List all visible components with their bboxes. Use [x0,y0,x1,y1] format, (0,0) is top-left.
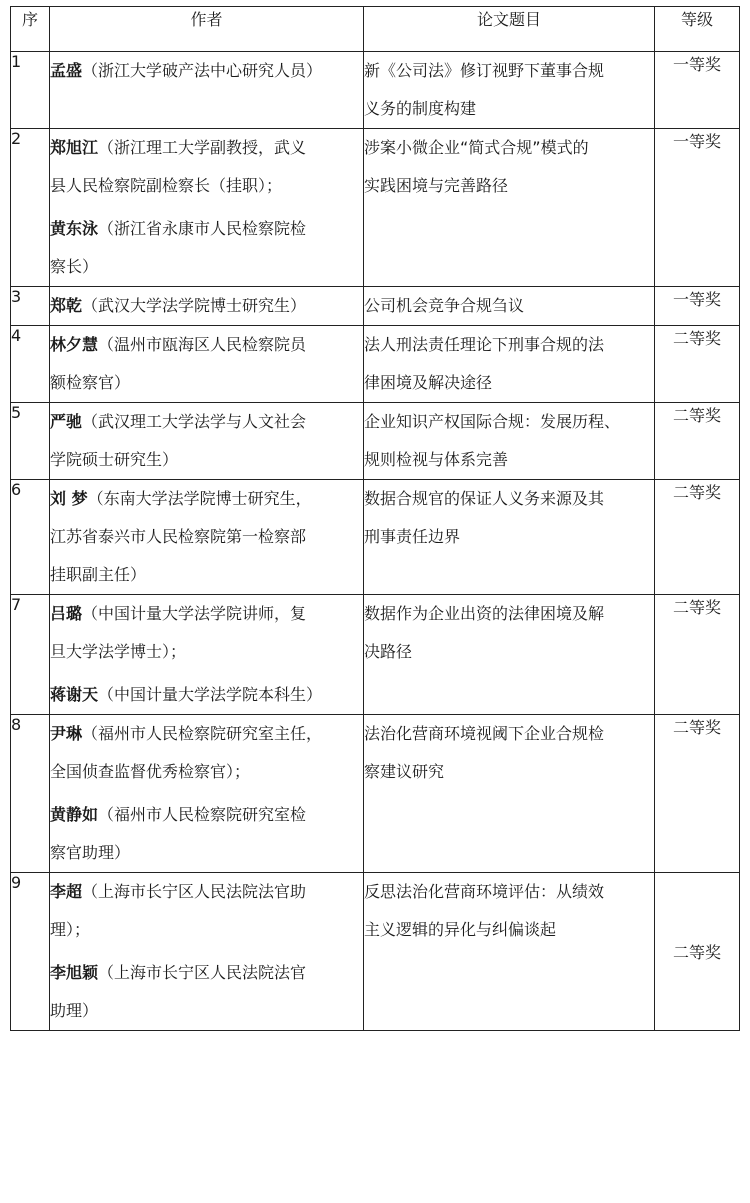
paper-title-cell [364,403,655,480]
author-name: 刘 梦 [50,489,88,508]
awards-table [10,6,740,1031]
author-line [50,676,363,714]
row-number: 2 [11,129,50,287]
paper-title-line: 义务的制度构建 [364,99,477,118]
author-line [50,129,363,167]
author-line [50,715,363,753]
row-number: 1 [11,52,50,129]
author-line: 额检察官） [50,373,131,392]
table-header-row [11,7,740,52]
author-name: 吕璐 [50,604,83,623]
award-level: 一等奖 [655,52,740,129]
author-cell [50,595,364,715]
author-affiliation: （浙江省永康市人民检察院检 [98,219,307,238]
award-level: 一等奖 [655,129,740,287]
paper-title-line: 律困境及解决途径 [364,373,493,392]
author-name: 郑乾 [50,296,83,315]
paper-title-line: 察建议研究 [364,762,445,781]
author-cell [50,129,364,287]
paper-title-line: 规则检视与体系完善 [364,450,509,469]
author-entry [50,676,363,714]
paper-title-line: 公司机会竞争合规刍议 [364,296,525,315]
author-affiliation: （中国计量大学法学院本科生） [98,685,323,704]
author-affiliation: （上海市长宁区人民法院法官 [98,963,307,982]
row-number: 3 [11,287,50,326]
author-affiliation: （上海市长宁区人民法院法官助 [82,882,307,901]
author-line: 县人民检察院副检察长（挂职）； [50,176,283,195]
paper-title-line: 数据作为企业出资的法律困境及解 [364,604,605,623]
author-name: 孟盛 [50,61,83,80]
author-line [50,480,363,518]
author-line: 江苏省泰兴市人民检察院第一检察部 [50,527,307,546]
author-entry [50,210,363,286]
author-affiliation: （福州市人民检察院研究室检 [98,805,307,824]
author-cell [50,287,364,326]
row-number: 9 [11,873,50,1031]
row-number: 6 [11,480,50,595]
author-affiliation: （温州市瓯海区人民检察院员 [98,335,307,354]
award-level: 二等奖 [655,595,740,715]
author-line [50,52,363,90]
author-line [50,796,363,834]
paper-title-cell [364,715,655,873]
author-affiliation: （浙江大学破产法中心研究人员） [82,61,323,80]
table-row [11,595,740,715]
table-row [11,480,740,595]
author-name: 林夕慧 [50,335,99,354]
author-name: 蒋谢天 [50,685,99,704]
author-line: 全国侦查监督优秀检察官）； [50,762,251,781]
author-entry [50,326,363,402]
author-cell [50,403,364,480]
author-affiliation: （武汉大学法学院博士研究生） [82,296,307,315]
paper-title-cell [364,129,655,287]
author-entry [50,873,363,949]
author-affiliation: （中国计量大学法学院讲师，复 [82,604,307,623]
author-line [50,595,363,633]
paper-title-line: 企业知识产权国际合规：发展历程、 [364,412,621,431]
author-line: 理）； [50,920,91,939]
row-number: 5 [11,403,50,480]
paper-title-line: 法人刑法责任理论下刑事合规的法 [364,335,605,354]
paper-title-line: 实践困境与完善路径 [364,176,509,195]
table-row [11,52,740,129]
paper-title-line: 数据合规官的保证人义务来源及其 [364,489,605,508]
author-affiliation: （东南大学法学院博士研究生， [87,489,312,508]
author-entry [50,715,363,791]
author-line: 察长） [50,257,99,276]
paper-title-line: 刑事责任边界 [364,527,461,546]
author-name: 李超 [50,882,83,901]
author-cell [50,480,364,595]
author-name: 严驰 [50,412,83,431]
author-affiliation: （浙江理工大学副教授，武义 [98,138,307,157]
row-number: 4 [11,326,50,403]
author-cell [50,873,364,1031]
author-line: 助理） [50,1001,99,1020]
author-name: 黄静如 [50,805,99,824]
author-line [50,287,363,325]
award-level: 二等奖 [655,480,740,595]
paper-title-cell [364,480,655,595]
paper-title-cell [364,326,655,403]
author-name: 尹琳 [50,724,83,743]
author-entry [50,52,363,90]
award-level: 二等奖 [655,403,740,480]
paper-title-cell [364,52,655,129]
paper-title-line: 主义逻辑的异化与纠偏谈起 [364,920,557,939]
author-cell [50,326,364,403]
table-row [11,403,740,480]
table-row [11,287,740,326]
author-name: 郑旭江 [50,138,99,157]
paper-title-cell [364,873,655,1031]
author-line: 挂职副主任） [50,565,147,584]
author-line: 旦大学法学博士）； [50,642,187,661]
paper-title-cell [364,287,655,326]
header-level: 等级 [655,7,740,52]
author-entry [50,595,363,671]
author-line: 察官助理） [50,843,131,862]
author-name: 李旭颖 [50,963,99,982]
award-level: 二等奖 [655,873,740,1031]
paper-title-line: 反思法治化营商环境评估：从绩效 [364,882,605,901]
author-entry [50,287,363,325]
award-level: 二等奖 [655,715,740,873]
author-line [50,326,363,364]
header-author: 作者 [50,7,364,52]
header-title: 论文题目 [364,7,655,52]
header-num: 序 [11,7,50,52]
award-level: 一等奖 [655,287,740,326]
author-entry [50,403,363,479]
author-line [50,210,363,248]
author-line [50,403,363,441]
table-row [11,873,740,1031]
author-affiliation: （武汉理工大学法学与人文社会 [82,412,307,431]
author-name: 黄东泳 [50,219,99,238]
author-cell [50,715,364,873]
award-level: 二等奖 [655,326,740,403]
author-line [50,954,363,992]
author-affiliation: （福州市人民检察院研究室主任， [82,724,323,743]
author-entry [50,480,363,594]
paper-title-line: 涉案小微企业“简式合规”模式的 [364,138,589,157]
paper-title-line: 决路径 [364,642,413,661]
table-row [11,326,740,403]
author-entry [50,796,363,872]
row-number: 7 [11,595,50,715]
paper-title-line: 法治化营商环境视阈下企业合规检 [364,724,605,743]
paper-title-cell [364,595,655,715]
author-entry [50,129,363,205]
paper-title-line: 新《公司法》修订视野下董事合规 [364,61,605,80]
table-body [11,52,740,1031]
row-number: 8 [11,715,50,873]
table-row [11,715,740,873]
author-line: 学院硕士研究生） [50,450,179,469]
author-entry [50,954,363,1030]
table-row [11,129,740,287]
author-cell [50,52,364,129]
author-line [50,873,363,911]
